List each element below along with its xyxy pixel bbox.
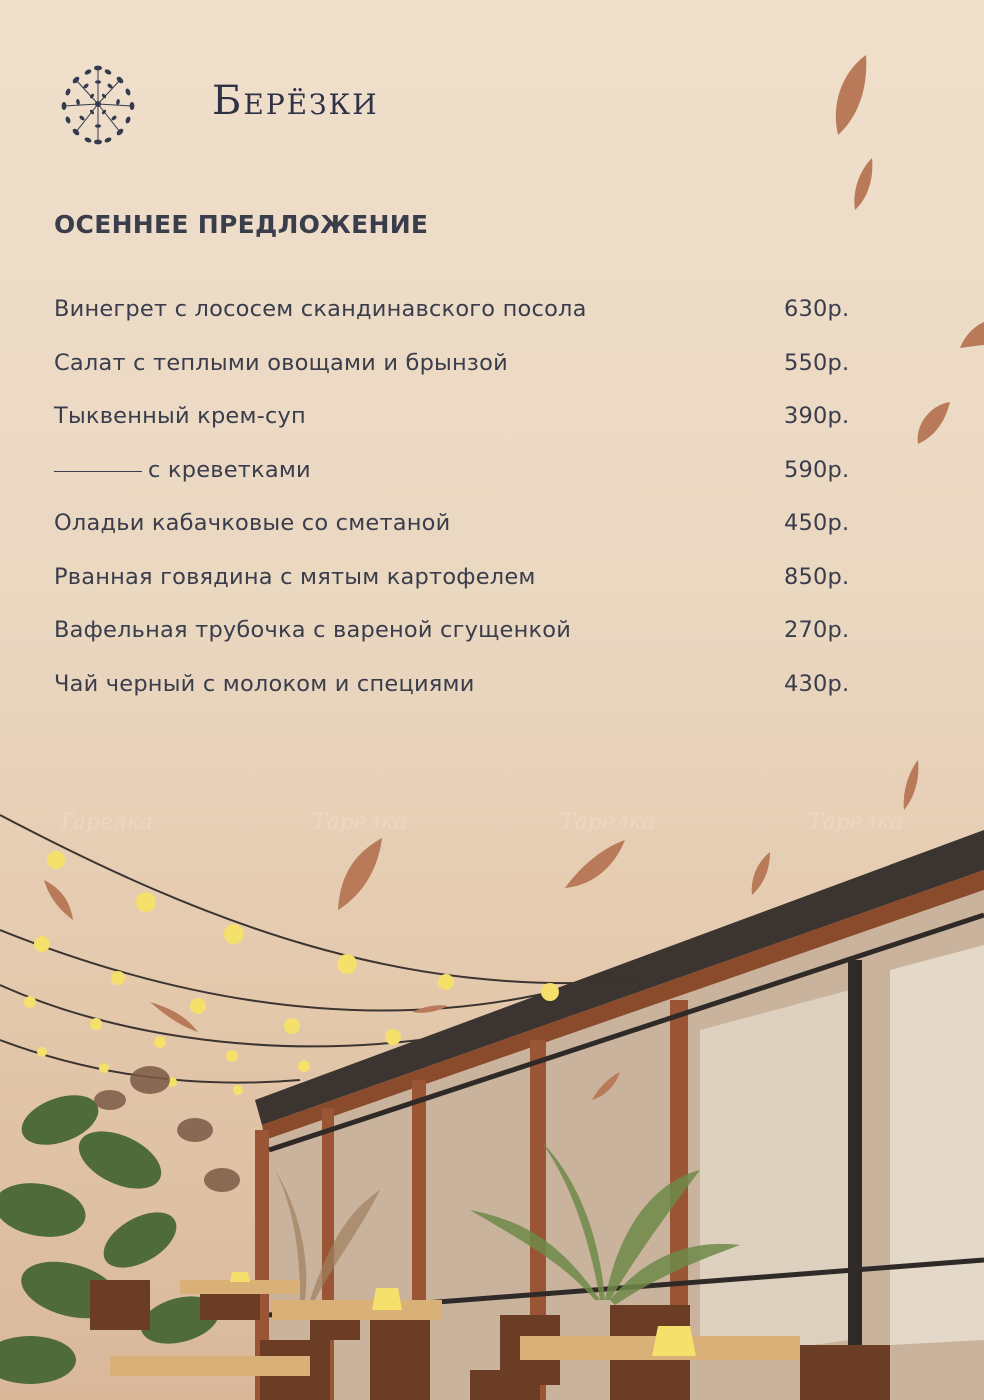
menu-item-name: Чай черный с молоком и специями <box>54 670 475 697</box>
light-bulb-icon <box>154 1036 166 1048</box>
light-bulb-icon <box>438 974 454 990</box>
menu-item-price: 270р. <box>784 617 850 643</box>
plant-leaf <box>204 1168 240 1192</box>
brand-name: Берёзки <box>212 78 379 124</box>
light-bulb-icon <box>34 936 50 952</box>
leaf-icon <box>752 852 770 895</box>
light-bulb-icon <box>385 1029 401 1045</box>
leaf-icon <box>904 760 919 810</box>
table <box>180 1280 300 1294</box>
watermark-text: Тарелка <box>808 810 904 835</box>
window-glass-light <box>700 990 850 1360</box>
leaf-icon <box>565 840 625 888</box>
menu-item-name: Винегрет с лососем скандинавского посола <box>54 296 587 322</box>
candle-lantern-icon <box>230 1272 250 1282</box>
candle-lantern-icon <box>372 1288 402 1310</box>
menu-item-name: Оладьи кабачковые со сметаной <box>54 510 451 536</box>
leaf-icon <box>854 158 872 210</box>
menu-item-name: Салат с теплыми овощами и брынзой <box>54 349 508 376</box>
light-bulb-icon <box>298 1060 310 1072</box>
light-bulb-icon <box>226 1050 238 1062</box>
light-bulb-icon <box>24 996 36 1008</box>
string-light-wire <box>0 815 640 983</box>
plant-leaf <box>177 1118 213 1142</box>
leaf-icon <box>338 838 382 910</box>
watermark-text: Тарелка <box>560 810 656 835</box>
plant-leaf <box>94 1201 185 1279</box>
light-bulb-icon <box>99 1063 109 1073</box>
light-bulb-icon <box>190 998 206 1014</box>
menu-item-price: 590р. <box>784 456 850 483</box>
chair <box>370 1320 430 1400</box>
leaf-icon <box>918 402 950 444</box>
string-light-wire <box>0 930 560 1010</box>
light-bulb-icon <box>111 971 125 985</box>
menu-item-price: 630р. <box>784 296 850 322</box>
chair <box>470 1370 540 1400</box>
section-title: ОСЕННЕЕ ПРЕДЛОЖЕНИЕ <box>54 210 429 239</box>
menu-item-name: Вафельная трубочка с вареной сгущенкой <box>54 617 572 643</box>
light-bulb-icon <box>541 983 559 1001</box>
light-bulb-icon <box>37 1047 47 1057</box>
light-bulb-icon <box>136 892 156 912</box>
menu-item-price: 850р. <box>784 563 850 590</box>
light-bulb-icon <box>90 1018 102 1030</box>
column-dark <box>848 960 862 1400</box>
watermark-text: Тарелка <box>58 810 154 835</box>
light-bulb-icon <box>337 954 357 974</box>
plant-leaf <box>94 1090 126 1110</box>
plant-leaf <box>130 1066 170 1094</box>
watermark-text: Тарелка <box>312 810 408 835</box>
candle-lantern-icon <box>652 1326 696 1356</box>
menu-item-name: Тыквенный крем-суп <box>54 403 306 429</box>
menu-item-price: 550р. <box>784 349 850 376</box>
terrace-illustration <box>0 740 984 1400</box>
chair <box>800 1345 890 1400</box>
leaf-icon <box>44 880 73 920</box>
light-bulb-icon <box>47 851 65 869</box>
window-glass-light <box>890 945 984 1345</box>
chair <box>90 1280 150 1330</box>
plant-leaf <box>0 1336 76 1384</box>
menu-item-name: с креветками <box>148 456 311 483</box>
leaf-icon <box>836 55 866 135</box>
light-bulb-icon <box>233 1085 243 1095</box>
menu-item-price: 390р. <box>784 403 850 429</box>
leaf-icon <box>960 322 984 348</box>
table <box>110 1356 310 1376</box>
menu-item-name: Рванная говядина с мятым картофелем <box>54 563 536 590</box>
light-bulb-icon <box>284 1018 300 1034</box>
plant-leaf <box>0 1176 90 1243</box>
light-bulb-icon <box>224 924 244 944</box>
plant-leaf <box>70 1120 170 1201</box>
menu-item-price: 450р. <box>784 510 850 536</box>
table <box>272 1300 442 1320</box>
menu-item-price: 430р. <box>784 670 850 697</box>
